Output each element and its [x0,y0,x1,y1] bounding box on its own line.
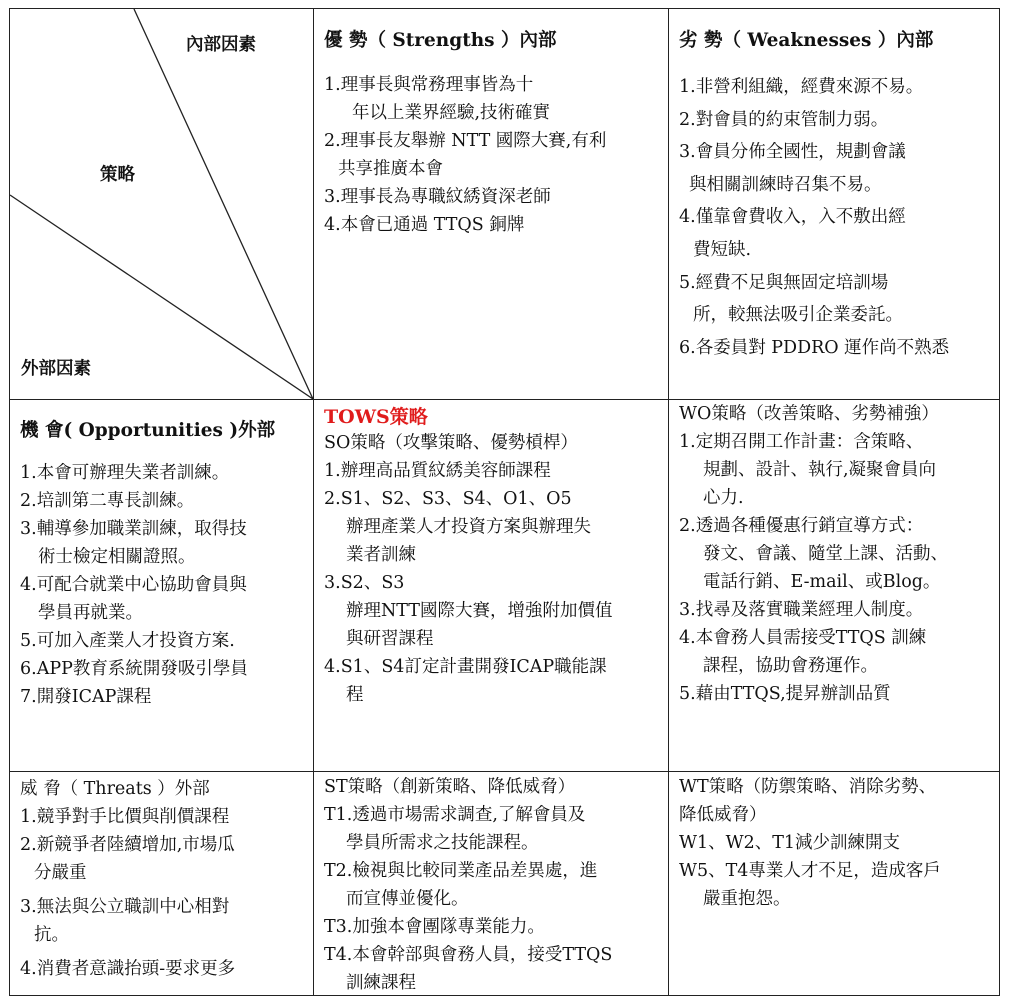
diagonal-line-1 [134,9,313,399]
corner-diagonals [10,9,313,399]
list-item: 7.開發ICAP課程 [20,687,152,707]
list-item: 所，較無法吸引企業委託。 [693,305,903,326]
list-item: 課程，協助會務運作。 [703,656,878,676]
list-item: 2.新競爭者陸續增加,市場瓜 [20,835,235,855]
opportunities-title: 機 會( Opportunities )外部 [20,420,276,441]
so-title: SO策略（攻擊策略、優勢槓桿） [324,433,578,453]
list-item: 4.本會務人員需接受TTQS 訓練 [679,628,927,648]
st-strategy-cell [324,773,612,997]
list-item: 4.可配合就業中心協助會員與 [20,575,247,595]
list-item: 3.理事長為專職紋綉資深老師 [324,187,551,207]
threats-list [20,803,235,983]
strengths-cell [324,29,606,239]
st-list [324,801,612,997]
row-divider-2 [10,771,999,772]
list-item: 3.S2、S3 [324,573,405,593]
list-item: T2.檢視與比較同業產品差異處，進 [324,861,598,881]
list-item: 2.理事長友舉辦 NTT 國際大賽,有利 [324,131,607,151]
list-item: 年以上業界經驗,技術確實 [352,103,551,123]
list-item: 4.S1、S4訂定計畫開發ICAP職能課 [324,657,607,677]
list-item: 抗。 [34,925,69,945]
external-factors-label: 外部因素 [21,359,91,379]
list-item: 3.無法與公立職訓中心相對 [20,897,230,917]
corner-cell [10,9,313,399]
list-item: 訓練課程 [346,973,416,993]
list-item: 而宣傳並優化。 [346,889,469,909]
list-item: 辦理產業人才投資方案與辦理失 [346,517,591,537]
weaknesses-list [679,71,949,364]
column-divider-2 [668,9,669,995]
list-item: 嚴重抱怨。 [703,889,791,909]
opportunities-cell [20,419,275,711]
list-item: 4.僅靠會費收入，入不敷出經 [679,207,906,228]
strengths-list [324,71,606,239]
opportunities-list [20,459,275,711]
list-item: T3.加強本會團隊專業能力。 [324,917,545,937]
list-item: 與研習課程 [346,629,434,649]
list-item: 3.找尋及落實職業經理人制度。 [679,600,924,620]
list-item: 費短缺. [693,239,752,260]
column-divider-1 [313,9,314,995]
tows-strategy-label: TOWS策略 [324,406,428,428]
list-item: 學員所需求之技能課程。 [346,833,539,853]
weaknesses-cell [679,29,949,364]
list-item: 2.培訓第二專長訓練。 [20,491,195,511]
list-item: 3.輔導參加職業訓練，取得技 [20,519,247,539]
list-item: 術士檢定相關證照。 [38,547,196,567]
list-item: 學員再就業。 [38,603,143,623]
list-item: 1.定期召開工作計畫：含策略、 [679,432,924,452]
list-item: W5、T4專業人才不足，造成客戶 [679,861,941,881]
wt-list [679,801,941,913]
strengths-title: 優 勢（ Strengths ）內部 [324,30,557,51]
internal-factors-label: 內部因素 [186,35,256,55]
list-item: 程 [346,685,364,705]
list-item: 3.會員分佈全國性，規劃會議 [679,142,906,163]
list-item: 5.藉由TTQS,提昇辦訓品質 [679,684,891,704]
list-item: 1.非營利組織，經費來源不易。 [679,77,924,97]
strategy-label: 策略 [100,165,135,185]
list-item: 心力. [703,488,744,508]
wo-title: WO策略（改善策略、劣勢補強） [679,404,939,424]
list-item: 1.競爭對手比價與削價課程 [20,807,230,827]
so-list [324,457,612,709]
list-item: W1、W2、T1減少訓練開支 [679,833,901,853]
list-item: 2.透過各種優惠行銷宣導方式： [679,516,924,536]
list-item: 降低威脅） [679,805,767,825]
list-item: 1.理事長與常務理事皆為十 [324,75,534,95]
list-item: 6.各委員對 PDDRO 運作尚不熟悉 [679,337,950,358]
so-strategy-cell [324,405,612,709]
weaknesses-title: 劣 勢（ Weaknesses ）內部 [679,30,934,51]
list-item: 4.本會已通過 TTQS 銅牌 [324,215,525,235]
wo-list [679,428,948,708]
list-item: 辦理NTT國際大賽，增強附加價值 [346,601,613,621]
list-item: 5.經費不足與無固定培訓場 [679,272,889,293]
list-item: 5.可加入產業人才投資方案. [20,631,235,651]
list-item: 分嚴重 [34,863,87,883]
list-item: 發文、會議、隨堂上課、活動、 [703,544,948,564]
list-item: 共享推廣本會 [338,159,443,179]
list-item: T1.透過市場需求調查,了解會員及 [324,805,586,825]
swot-table [9,8,1000,996]
list-item: 2.對會員的約束管制力弱。 [679,109,889,130]
list-item: 規劃、設計、執行,凝聚會員向 [703,460,937,480]
threats-cell [20,775,235,983]
wo-strategy-cell [679,400,948,708]
list-item: 電話行銷、E-mail、或Blog。 [703,572,941,592]
threats-title: 威 脅（ Threats ）外部 [20,779,210,799]
wt-title: WT策略（防禦策略、消除劣勢、 [679,777,937,797]
list-item: 6.APP教育系統開發吸引學員 [20,659,248,679]
list-item: 4.消費者意識抬頭-要求更多 [20,959,236,979]
wt-strategy-cell [679,773,941,913]
st-title: ST策略（創新策略、降低威脅） [324,777,576,797]
list-item: 2.S1、S2、S3、S4、O1、O5 [324,489,572,509]
list-item: 業者訓練 [346,545,416,565]
list-item: 1.辦理高品質紋綉美容師課程 [324,461,551,481]
list-item: 與相關訓練時召集不易。 [689,174,882,195]
list-item: 1.本會可辦理失業者訓練。 [20,463,230,483]
list-item: T4.本會幹部與會務人員，接受TTQS [324,945,613,965]
